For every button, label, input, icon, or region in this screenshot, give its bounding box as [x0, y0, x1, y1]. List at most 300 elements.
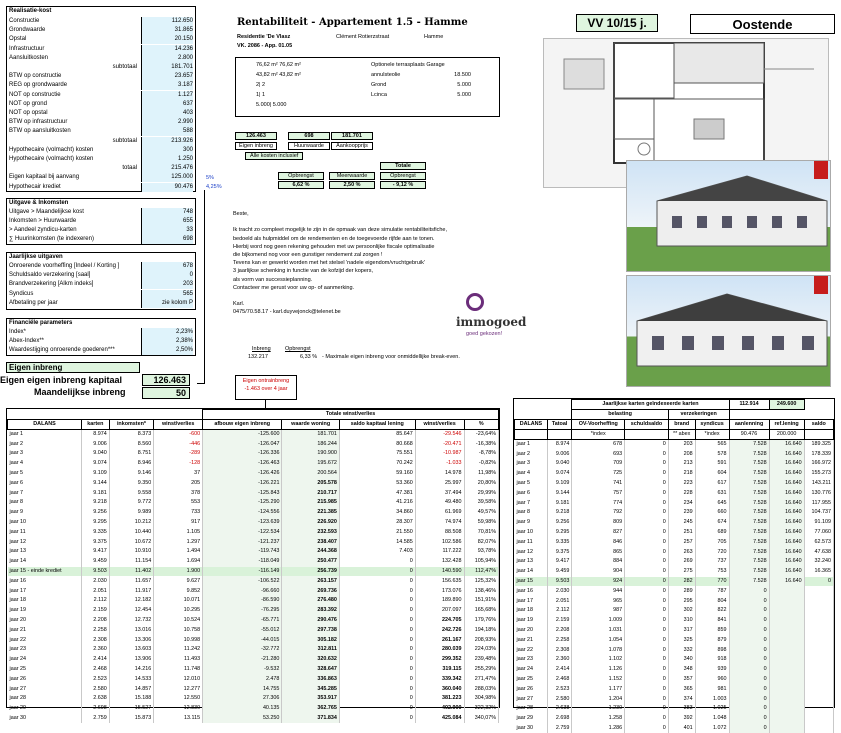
- red-corner-icon: [814, 276, 828, 294]
- table-cell: 757: [572, 488, 625, 498]
- table-cell: -9.532: [203, 665, 282, 675]
- table-cell: jaar 27: [8, 684, 82, 694]
- table-cell: 884: [572, 557, 625, 567]
- table-cell: -0,82%: [464, 459, 498, 469]
- table-cell: 9.375: [547, 547, 572, 557]
- table-row: [515, 586, 834, 596]
- table-cell: 14.585: [339, 537, 415, 547]
- table-cell: 16.640: [769, 537, 804, 547]
- table-cell: 16.640: [769, 567, 804, 577]
- row-value: 112.650: [141, 17, 193, 26]
- table-cell: 8.751: [109, 449, 154, 459]
- main-table-wrap: [6, 408, 500, 721]
- table-cell: [769, 704, 804, 714]
- spacer: [515, 410, 572, 420]
- table-cell: 102.586: [415, 537, 464, 547]
- panel-row: [7, 100, 195, 109]
- table-cell: jaar 8: [515, 508, 548, 518]
- panel-row: [7, 81, 195, 90]
- table-cell: 190.900: [282, 449, 339, 459]
- logo-name: immogoed: [456, 315, 527, 329]
- table-row: [515, 655, 834, 665]
- table-cell: -123.639: [203, 518, 282, 528]
- table-cell: 75.551: [339, 449, 415, 459]
- table-cell: 2.638: [547, 704, 572, 714]
- table-cell: 283.392: [282, 606, 339, 616]
- table-cell: 132.428: [415, 557, 464, 567]
- table-cell: jaar 18: [8, 596, 82, 606]
- table-cell: jaar 20: [8, 616, 82, 626]
- letter-line: 0475/70.58.17 - karl.duyvejonck@telenet.be: [233, 309, 341, 316]
- table-cell: jaar 3: [515, 459, 548, 469]
- table-cell: 213: [668, 459, 695, 469]
- table-row: [515, 694, 834, 704]
- column-subheader: ** abex: [668, 430, 695, 440]
- row-value: 33: [141, 226, 193, 235]
- table-cell: -29.546: [415, 430, 464, 440]
- letter-line: 3 jaarlijkse schenking in functie van de kofzijd der kopers,: [233, 268, 374, 275]
- table-row: [8, 655, 499, 665]
- table-cell: 7.528: [729, 449, 769, 459]
- table-cell: 289: [668, 586, 695, 596]
- table-cell: 282: [668, 577, 695, 587]
- table-cell: 320.632: [282, 655, 339, 665]
- row-value: 90.476: [141, 183, 193, 192]
- table-cell: 261.167: [415, 635, 464, 645]
- table-cell: 339.342: [415, 674, 464, 684]
- table-cell: 10.910: [109, 547, 154, 557]
- table-cell: 0: [625, 586, 669, 596]
- table-cell: [769, 724, 804, 733]
- right-table: [514, 399, 834, 733]
- table-cell: 138,46%: [464, 586, 498, 596]
- table-cell: jaar 9: [515, 518, 548, 528]
- panel-row: [7, 127, 195, 136]
- table-cell: 365: [668, 684, 695, 694]
- table-cell: 1.694: [154, 557, 203, 567]
- row-value: 637: [141, 100, 193, 109]
- eigen-kapitaal-label: Eigen eigen inbreng kapitaal: [0, 375, 123, 385]
- table-cell: 402.900: [415, 704, 464, 714]
- table-cell: 2.698: [547, 714, 572, 724]
- sub-header: verzekeringen: [668, 410, 729, 420]
- table-cell: -600: [154, 430, 203, 440]
- table-cell: 2.308: [547, 645, 572, 655]
- sub-header: belasting: [572, 410, 668, 420]
- table-cell: 2.051: [547, 596, 572, 606]
- table-cell: 305.182: [282, 635, 339, 645]
- table-cell: 9.109: [547, 479, 572, 489]
- table-cell: 0: [625, 449, 669, 459]
- table-cell: 239: [668, 508, 695, 518]
- table-cell: 276.480: [282, 596, 339, 606]
- row-value: 125.000: [141, 173, 193, 182]
- table-cell: 245: [668, 518, 695, 528]
- spacer: [515, 400, 572, 410]
- table-row: [515, 547, 834, 557]
- table-cell: 0: [729, 596, 769, 606]
- totale-label: Totale: [380, 162, 426, 170]
- table-cell: 310: [668, 616, 695, 626]
- table-cell: 39,58%: [464, 498, 498, 508]
- table-cell: 9.006: [547, 449, 572, 459]
- panel-row: [7, 54, 195, 63]
- table-cell: 61.969: [415, 508, 464, 518]
- table-cell: 9.627: [154, 576, 203, 586]
- table-cell: -65.771: [203, 616, 282, 626]
- table-row: [8, 547, 499, 557]
- column-subheader: 90.476: [729, 430, 769, 440]
- summary-col-value: - 9,12 %: [380, 181, 426, 189]
- panel-row: [7, 35, 195, 44]
- table-cell: -76.295: [203, 606, 282, 616]
- table-row: [8, 586, 499, 596]
- table-cell: 0: [729, 694, 769, 704]
- table-cell: 186.244: [282, 439, 339, 449]
- table-cell: 16.365: [804, 567, 833, 577]
- table-cell: 0: [625, 675, 669, 685]
- table-row: [8, 469, 499, 479]
- column-header: inkomsten*: [109, 420, 154, 430]
- column-header: OV-Voorheffing: [572, 420, 625, 430]
- table-cell: 49,57%: [464, 508, 498, 518]
- table-cell: 295: [668, 596, 695, 606]
- summary-col-value: 6,62 %: [278, 181, 324, 189]
- table-cell: jaar 24: [515, 665, 548, 675]
- column-subheader: *index: [572, 430, 625, 440]
- table-cell: 8.974: [547, 440, 572, 450]
- table-cell: 14.857: [109, 684, 154, 694]
- table-cell: 256.739: [282, 567, 339, 577]
- table-cell: jaar 16: [8, 576, 82, 586]
- table-cell: 85.647: [339, 430, 415, 440]
- subtitle-street: Clément Rotierzstraat: [336, 34, 390, 40]
- table-cell: jaar 7: [8, 488, 82, 498]
- table-cell: 362.765: [282, 704, 339, 714]
- table-cell: 91.109: [804, 518, 833, 528]
- table-cell: 2.051: [82, 586, 110, 596]
- summary-value: 126.463: [235, 132, 277, 140]
- table-cell: 0: [339, 694, 415, 704]
- table-cell: 27.306: [203, 694, 282, 704]
- table-cell: 9.181: [82, 488, 110, 498]
- table-cell: 360.040: [415, 684, 464, 694]
- table-cell: 981: [695, 684, 729, 694]
- row-value: zie kolom P: [141, 299, 193, 308]
- table-cell: 7.528: [729, 479, 769, 489]
- table-cell: 0: [625, 488, 669, 498]
- row-value: 2,23%: [141, 328, 193, 337]
- maand-inbreng-value: 50: [142, 387, 190, 399]
- column-header: waarde woning: [282, 420, 339, 430]
- spacer: [729, 410, 833, 420]
- table-cell: 0: [804, 577, 833, 587]
- bottom-calc-h2: Opbrengst: [285, 346, 311, 352]
- table-cell: 12.732: [109, 616, 154, 626]
- table-cell: 88.508: [415, 527, 464, 537]
- table-cell: [804, 586, 833, 596]
- table-cell: 939: [695, 665, 729, 675]
- row-value: 1.127: [141, 91, 193, 100]
- column-header: Tatoal: [547, 420, 572, 430]
- table-cell: jaar 10: [515, 528, 548, 538]
- table-cell: 689: [695, 528, 729, 538]
- table-cell: 11.748: [154, 665, 203, 675]
- table-cell: jaar 25: [8, 665, 82, 675]
- table-cell: jaar 2: [8, 439, 82, 449]
- table-cell: jaar 25: [515, 675, 548, 685]
- row-label: totaal: [122, 165, 137, 172]
- table-row: [515, 577, 834, 587]
- table-cell: [769, 626, 804, 636]
- table-cell: 0: [339, 684, 415, 694]
- panel-row: [7, 290, 195, 299]
- table-cell: 1.297: [154, 537, 203, 547]
- table-row: [515, 684, 834, 694]
- table-cell: 271,47%: [464, 674, 498, 684]
- letter-line: Ik tracht zo compleet mogelijk te zijn in de opmaak van deze simulatie rentabiliteitsfiche,: [233, 227, 447, 234]
- table-cell: jaar 9: [8, 508, 82, 518]
- table-row: [515, 635, 834, 645]
- table-row: [8, 635, 499, 645]
- table-cell: -16,38%: [464, 439, 498, 449]
- table-cell: 879: [695, 635, 729, 645]
- table-cell: 13.016: [109, 625, 154, 635]
- table-row: [8, 694, 499, 704]
- table-cell: 7.528: [729, 577, 769, 587]
- table-cell: 2.360: [547, 655, 572, 665]
- table-cell: 13.306: [109, 635, 154, 645]
- spacer: [804, 400, 833, 410]
- row-value: 2.990: [141, 118, 193, 127]
- table-cell: 242.726: [415, 625, 464, 635]
- panel-row: [7, 17, 195, 26]
- row-label: Hypothecaire (volmacht) kosten: [9, 146, 94, 153]
- table-cell: 0: [339, 625, 415, 635]
- table-cell: 340,07%: [464, 714, 498, 724]
- uitgaven-panel: [6, 198, 196, 245]
- panel-row: [7, 299, 195, 308]
- table-cell: 7.528: [729, 547, 769, 557]
- table-cell: [769, 606, 804, 616]
- spacer: [8, 410, 203, 420]
- table-cell: 0: [339, 567, 415, 577]
- table-cell: 725: [572, 469, 625, 479]
- table-row: [515, 488, 834, 498]
- table-cell: 0: [625, 577, 669, 587]
- table-row: [8, 674, 499, 684]
- table-cell: 143.211: [804, 479, 833, 489]
- row-label: Abex-Index**: [9, 338, 45, 344]
- table-cell: jaar 28: [515, 704, 548, 714]
- table-cell: [804, 606, 833, 616]
- table-row: [8, 478, 499, 488]
- table-cell: 859: [695, 626, 729, 636]
- table-row: [8, 567, 499, 577]
- table-cell: 2.759: [82, 714, 110, 724]
- table-cell: 40.135: [203, 704, 282, 714]
- table-cell: -126.463: [203, 459, 282, 469]
- table-cell: 16.640: [769, 518, 804, 528]
- table-cell: jaar 12: [8, 537, 82, 547]
- row-label: Schuldsaldo verzekering [saal]: [9, 272, 91, 279]
- table-cell: 9.503: [547, 577, 572, 587]
- column-subheader: [547, 430, 572, 440]
- table-cell: 720: [695, 547, 729, 557]
- note-percentage-2: 4,25%: [206, 184, 222, 190]
- table-cell: 16.640: [769, 479, 804, 489]
- spec-right-line: [371, 72, 491, 82]
- table-cell: 14.978: [415, 469, 464, 479]
- table-cell: -125.600: [203, 430, 282, 440]
- table-row: [8, 508, 499, 518]
- page-title: Rentabiliteit - Appartement 1.5 - Hamme: [237, 17, 468, 28]
- top-val: 249.600: [769, 400, 804, 410]
- table-cell: -122.534: [203, 527, 282, 537]
- table-cell: jaar 15: [515, 577, 548, 587]
- table-cell: 2.208: [547, 626, 572, 636]
- table-cell: 10.295: [154, 606, 203, 616]
- specs-box: [235, 57, 500, 117]
- table-cell: 234: [668, 498, 695, 508]
- row-value: 678: [141, 262, 193, 271]
- panel-row: [7, 271, 195, 280]
- panel-row: [7, 45, 195, 54]
- table-cell: 0: [625, 665, 669, 675]
- table-cell: 263.157: [282, 576, 339, 586]
- arrow-line-h: [197, 383, 205, 384]
- table-cell: 8.946: [109, 459, 154, 469]
- table-cell: 8.560: [109, 439, 154, 449]
- table-cell: 1.009: [572, 616, 625, 626]
- table-cell: 11.657: [109, 576, 154, 586]
- table-cell: 9.040: [82, 449, 110, 459]
- panel-row: [7, 72, 195, 81]
- table-cell: jaar 14: [8, 557, 82, 567]
- column-header: saldo: [804, 420, 833, 430]
- table-cell: 591: [695, 459, 729, 469]
- table-cell: jaar 8: [8, 498, 82, 508]
- row-label: Hypothecaire (volmacht) kosten: [9, 156, 94, 162]
- table-cell: 332: [668, 645, 695, 655]
- row-value: 3.187: [141, 81, 193, 90]
- column-header: karten: [82, 420, 110, 430]
- column-subheader: [515, 430, 548, 440]
- subtitle-vk: VK. 2086 - App. 01.05: [237, 43, 293, 49]
- table-cell: jaar 4: [515, 469, 548, 479]
- table-cell: 203: [668, 440, 695, 450]
- table-cell: jaar 10: [8, 518, 82, 528]
- table-cell: -289: [154, 449, 203, 459]
- table-cell: 156.635: [415, 576, 464, 586]
- table-cell: 250.477: [282, 557, 339, 567]
- table-cell: 774: [572, 498, 625, 508]
- table-cell: 74.974: [415, 518, 464, 528]
- realisatie-kost-panel: [6, 6, 196, 192]
- letter-line: als vorm van successieplanning.: [233, 276, 313, 283]
- table-cell: 62.573: [804, 537, 833, 547]
- table-cell: jaar 18: [515, 606, 548, 616]
- table-cell: -106.522: [203, 576, 282, 586]
- table-cell: 904: [572, 567, 625, 577]
- table-row: [515, 528, 834, 538]
- row-label: BTW op aansluitkosten: [9, 128, 71, 135]
- table-cell: 9.218: [82, 498, 110, 508]
- spec-key: Lcinca: [371, 92, 387, 98]
- table-cell: 1.177: [572, 684, 625, 694]
- table-cell: 223: [668, 479, 695, 489]
- eigen-inbreng-panel: [0, 362, 196, 400]
- table-cell: jaar 13: [515, 557, 548, 567]
- table-cell: 21.550: [339, 527, 415, 537]
- table-row: [515, 508, 834, 518]
- table-row: [8, 704, 499, 714]
- column-header: %: [464, 420, 498, 430]
- table-cell: 965: [572, 596, 625, 606]
- table-cell: 2.468: [547, 675, 572, 685]
- table-cell: 12.010: [154, 674, 203, 684]
- table-cell: -446: [154, 439, 203, 449]
- summary-col-label: Opbrengst: [278, 172, 324, 180]
- logo-icon: [466, 293, 484, 311]
- panel-row: [7, 217, 195, 226]
- table-row: [515, 518, 834, 528]
- table-cell: 232.593: [282, 527, 339, 537]
- table-cell: 383: [668, 704, 695, 714]
- table-cell: 0: [729, 626, 769, 636]
- row-label: Opstal: [9, 36, 27, 43]
- table-cell: 674: [695, 518, 729, 528]
- table-cell: 1.054: [572, 635, 625, 645]
- row-value: 20.150: [141, 35, 193, 44]
- table-cell: 15.188: [109, 694, 154, 704]
- table-cell: 565: [695, 440, 729, 450]
- summary-value: 181.701: [331, 132, 373, 140]
- table-cell: 2.159: [547, 616, 572, 626]
- table-cell: 0: [625, 469, 669, 479]
- panel-title: Realisatie-kost: [9, 8, 52, 14]
- table-cell: 2.112: [82, 596, 110, 606]
- table-row: [8, 596, 499, 606]
- table-cell: jaar 19: [515, 616, 548, 626]
- table-cell: 2.580: [82, 684, 110, 694]
- specs-right-title: Optionele terrasplaats Garage: [371, 62, 445, 68]
- table-cell: 9.459: [82, 557, 110, 567]
- arrow-up: [265, 400, 266, 408]
- row-value: 14.236: [141, 45, 193, 54]
- table-cell: 378: [154, 488, 203, 498]
- table-cell: 178.339: [804, 449, 833, 459]
- table-cell: 822: [695, 606, 729, 616]
- table-cell: 16.640: [769, 557, 804, 567]
- table-cell: 13.115: [154, 714, 203, 724]
- table-cell: 34.860: [339, 508, 415, 518]
- table-cell: jaar 3: [8, 449, 82, 459]
- table-cell: 353.917: [282, 694, 339, 704]
- table-row: [8, 606, 499, 616]
- table-row: [8, 625, 499, 635]
- table-cell: 2.258: [82, 625, 110, 635]
- table-cell: 9.852: [154, 586, 203, 596]
- column-header: syndicus: [695, 420, 729, 430]
- table-cell: 705: [695, 537, 729, 547]
- table-row: [8, 518, 499, 528]
- row-label: NOT op opstal: [9, 110, 48, 116]
- table-cell: 374: [668, 694, 695, 704]
- table-cell: [804, 635, 833, 645]
- table-cell: 14.755: [203, 684, 282, 694]
- table-cell: 0: [339, 616, 415, 626]
